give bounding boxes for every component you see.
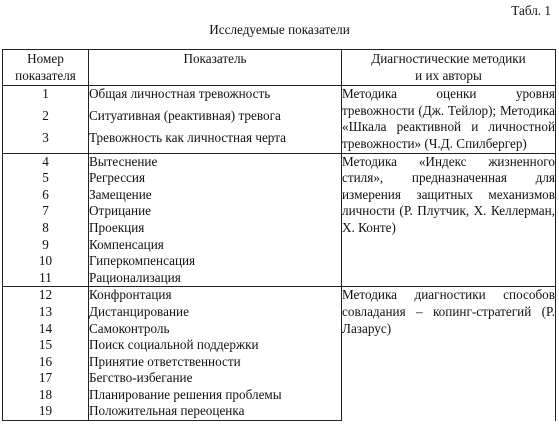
indicator-number: 6 [3,187,89,204]
indicator-number: 18 [3,387,89,404]
header-number [3,50,89,86]
indicator-name: Регрессия [89,170,342,187]
indicator-name: Принятие ответственности [89,354,342,371]
indicator-name: Самоконтроль [89,321,342,338]
header-methods-line2: и их авторы [415,67,482,83]
table-caption: Исследуемые показатели [209,22,350,37]
indicator-name: Гиперкомпенсация [89,253,342,270]
indicator-number: 8 [3,220,89,237]
indicator-name: Вытеснение [89,153,342,170]
indicator-name: Замещение [89,187,342,204]
table-row [3,287,556,304]
diagnostic-method: Методика диагностики способов совладания – копинг-стратегий (Р. Лазарус) [342,287,556,421]
indicator-number: 12 [3,287,89,304]
indicator-number: 5 [3,170,89,187]
indicator-name: Отрицание [89,203,342,220]
indicator-name: Дистанцирование [89,304,342,321]
table-row [3,86,556,109]
header-number-line2: показателя [15,67,76,83]
indicator-number: 1 [3,86,89,109]
header-number-line1: Номер [27,51,64,66]
indicator-name: Положительная переоценка [89,403,342,420]
indicator-name: Общая личностная тревожность [89,86,342,109]
indicator-number: 15 [3,337,89,354]
indicator-number: 4 [3,153,89,170]
indicator-name: Рационализация [89,270,342,287]
table-row [3,153,556,170]
header-methods-line1: Диагностические методики [371,51,526,66]
indicator-name: Компенсация [89,237,342,254]
header-methods [342,50,556,86]
indicator-name: Поиск социальной поддержки [89,337,342,354]
indicator-number: 14 [3,321,89,338]
diagnostic-method: Методика «Индекс жизненного стиля», предназначенная для измерения защитных механизмов личности (Р. Плутчик, Х. Келлерман, Х. Конте) [342,153,556,287]
indicator-number: 19 [3,403,89,420]
indicator-name: Бегство-избегание [89,370,342,387]
indicator-name: Конфронтация [89,287,342,304]
table-header-row [3,50,556,86]
indicator-number: 7 [3,203,89,220]
indicator-number: 9 [3,237,89,254]
indicator-number: 17 [3,370,89,387]
indicator-number: 2 [3,108,89,130]
indicator-number: 16 [3,354,89,371]
indicator-name: Ситуативная (реактивная) тревога [89,108,342,130]
indicator-number: 13 [3,304,89,321]
table-body [3,86,556,421]
table-number: Табл. 1 [511,3,551,18]
diagnostic-method: Методика оценки уровня тревожности (Дж. Тейлор); Методика «Шкала реактивной и личностной тревожности» (Ч.Д. Спилбергер) [342,86,556,153]
indicator-name: Планирование решения проблемы [89,387,342,404]
indicator-number: 10 [3,253,89,270]
indicator-number: 3 [3,130,89,153]
header-indicator: Показатель [89,50,342,86]
indicator-number: 11 [3,270,89,287]
indicator-name: Проекция [89,220,342,237]
indicators-table [2,49,556,421]
indicator-name: Тревожность как личностная черта [89,130,342,153]
